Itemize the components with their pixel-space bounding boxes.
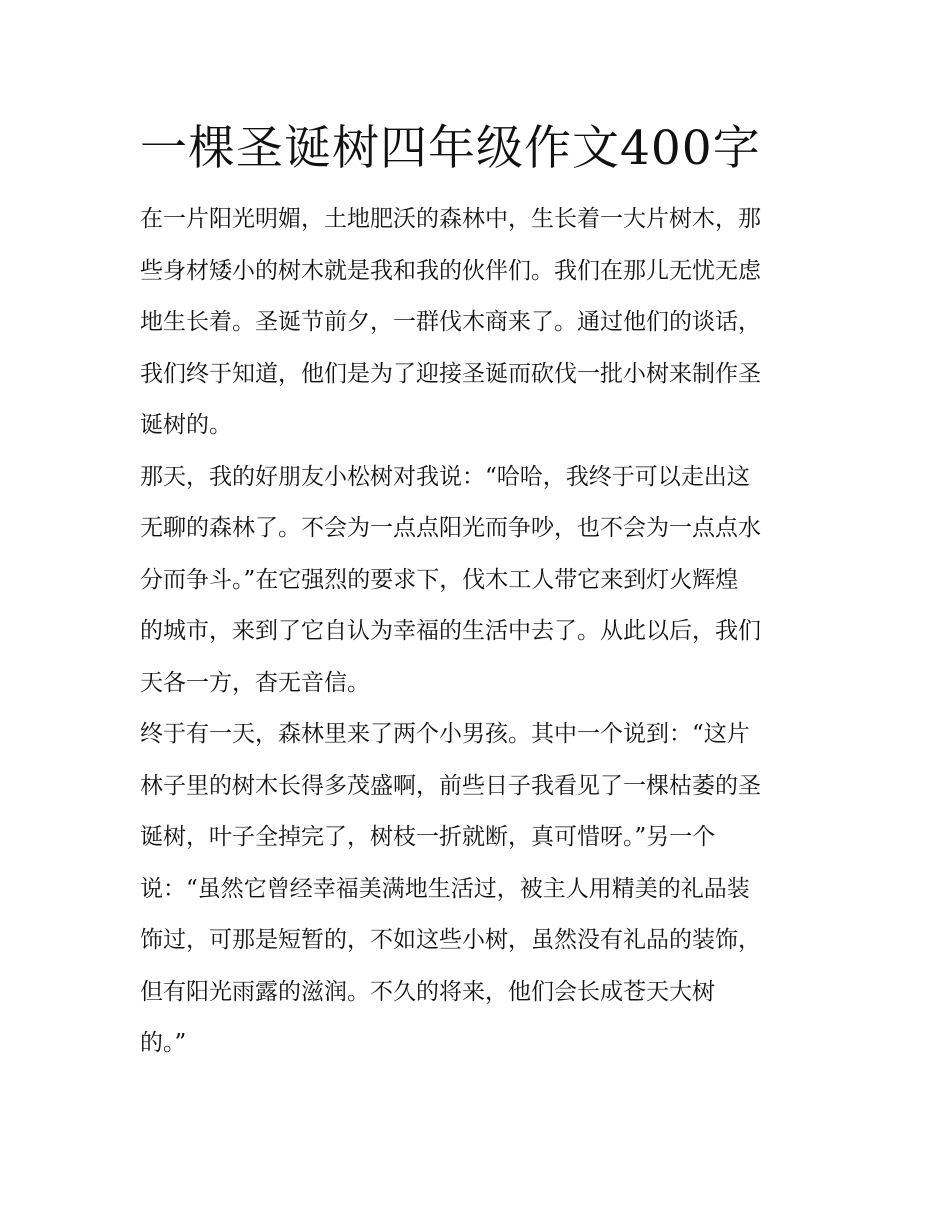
text-line: 那天，我的好朋友小松树对我说：“哈哈，我终于可以走出这 — [140, 463, 750, 490]
text-line: 饰过，可那是短暂的，不如这些小树，虽然没有礼品的装饰， — [140, 927, 761, 953]
text-line: 的。” — [140, 1030, 187, 1056]
text-line: 的城市，来到了它自认为幸福的生活中去了。从此以后，我们 — [140, 618, 761, 644]
text-line: 诞树，叶子全掉完了，树枝一折就断，真可惜呀。”另一个 — [140, 824, 716, 850]
document-title: 一棵圣诞树四年级作文400字 — [140, 121, 761, 176]
text-line: 在一片阳光明媚，土地肥沃的森林中，生长着一大片树木，那 — [140, 206, 761, 232]
text-line: 我们终于知道，他们是为了迎接圣诞而砍伐一批小树来制作圣 — [140, 360, 761, 387]
text-line: 些身材矮小的树木就是我和我的伙伴们。我们在那儿无忧无虑 — [140, 257, 761, 284]
text-line: 说：“虽然它曾经幸福美满地生活过，被主人用精美的礼品装 — [140, 875, 750, 902]
document-page — [140, 118, 820, 1070]
text-line: 无聊的森林了。不会为一点点阳光而争吵，也不会为一点点水 — [140, 515, 761, 541]
document-body — [140, 194, 820, 1070]
paragraph-3 — [140, 709, 820, 1070]
text-line: 林子里的树木长得多茂盛啊，前些日子我看见了一棵枯萎的圣 — [140, 772, 761, 799]
text-line: 但有阳光雨露的滋润。不久的将来，他们会长成苍天大树 — [140, 978, 715, 1005]
paragraph-1 — [140, 194, 820, 452]
text-line: 终于有一天，森林里来了两个小男孩。其中一个说到：“这片 — [140, 721, 750, 747]
text-line: 地生长着。圣诞节前夕，一群伐木商来了。通过他们的谈话， — [140, 309, 761, 335]
paragraph-2 — [140, 452, 820, 710]
text-line: 诞树的。 — [140, 412, 232, 438]
text-line: 天各一方，杳无音信。 — [140, 669, 370, 696]
text-line: 分而争斗。”在它强烈的要求下，伐木工人带它来到灯火辉煌 — [140, 566, 739, 593]
